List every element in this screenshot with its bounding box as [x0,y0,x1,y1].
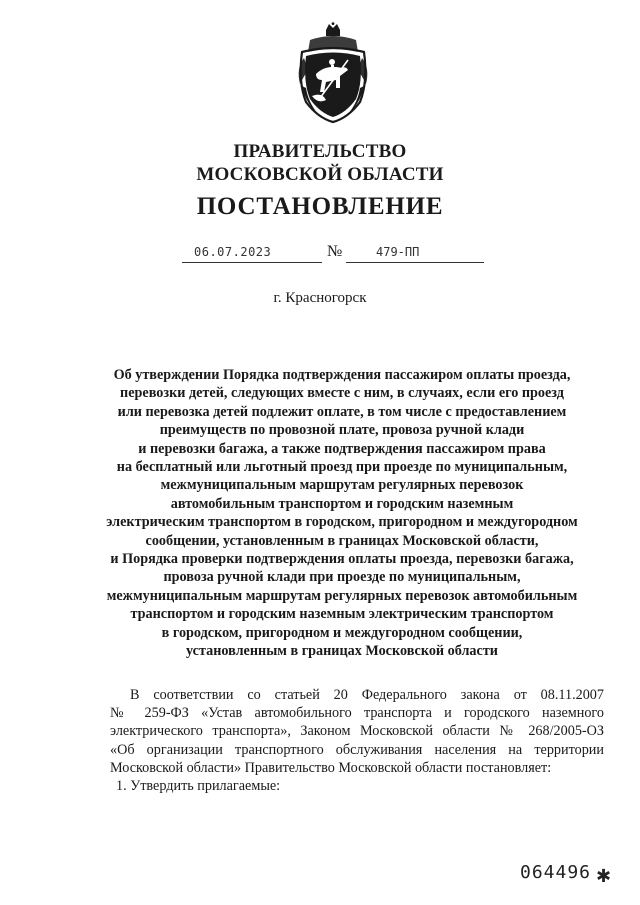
number-sign: № [327,243,343,260]
body-text [90,686,604,795]
body-line: электрического транспорта», Законом Московской области № 268/2005-ОЗ [110,723,604,740]
preamble-paragraph [90,686,604,777]
title-line: установленным в границах Московской области [186,643,498,660]
title-line: на бесплатный или льготный проезд при проезде по муниципальным, [116,459,568,476]
title-line: и перевозки багажа, а также подтверждения пассажиром права [138,440,546,457]
title-line: или перевозка детей подлежит оплате, в том числе с предоставлением [117,403,567,420]
date-field [182,245,322,263]
government-name-line2: МОСКОВСКОЙ ОБЛАСТИ [196,164,444,185]
title-line: и Порядка проверки подтверждения оплаты проезда, перевозки багажа, [110,551,574,568]
title-line: в городском, пригородном и междугородном сообщении, [161,624,523,641]
item-1: 1. Утвердить прилагаемые: [116,778,281,795]
title-line: перевозки детей, следующих вместе с ним, в случаях, если его проезд [120,385,564,402]
title-line: Об утверждении Порядка подтверждения пассажиром оплаты проезда, [113,367,571,383]
title-line: межмуниципальным маршрутам регулярных перевозок автомобильным [106,587,578,604]
title-line: провоза ручной клади при проезде по муниципальным, [163,569,521,586]
title-line: межмуниципальным маршрутам регулярных перевозок [160,477,524,494]
asterisk-mark-icon: ✱ [596,866,612,886]
title-line: преимуществ по провозной плате, провоза ручной клади [159,422,525,439]
coat-of-arms-emblem [296,22,370,126]
title-line: электрическим транспортом в городском, пригородном и междугородном [106,514,578,531]
number-field [346,245,484,263]
document-type-heading: ПОСТАНОВЛЕНИЕ [196,193,444,220]
body-line: Московской области» Правительство Московской области постановляет: [110,759,552,776]
city-name: г. Красногорск [273,290,367,306]
body-line: «Об организации транспортного обслуживания населения на территории [110,741,604,758]
title-line: транспортом и городским наземным электрическим транспортом [130,606,554,623]
government-name-line1: ПРАВИТЕЛЬСТВО [233,141,407,162]
document-number: 479-ПП [376,245,420,259]
title-line: автомобильным транспортом и городским наземным [170,495,514,512]
document-date: 06.07.2023 [194,245,272,259]
body-line: № 259-ФЗ «Устав автомобильного транспорта и городского наземного [110,705,604,722]
serial-number: 064496 [520,862,592,883]
title-line: сообщении, установленным в границах Московской области, [145,532,539,549]
body-line: В соответствии со статьей 20 Федерального закона от 08.11.2007 [130,687,604,703]
resolution-title [80,366,604,661]
